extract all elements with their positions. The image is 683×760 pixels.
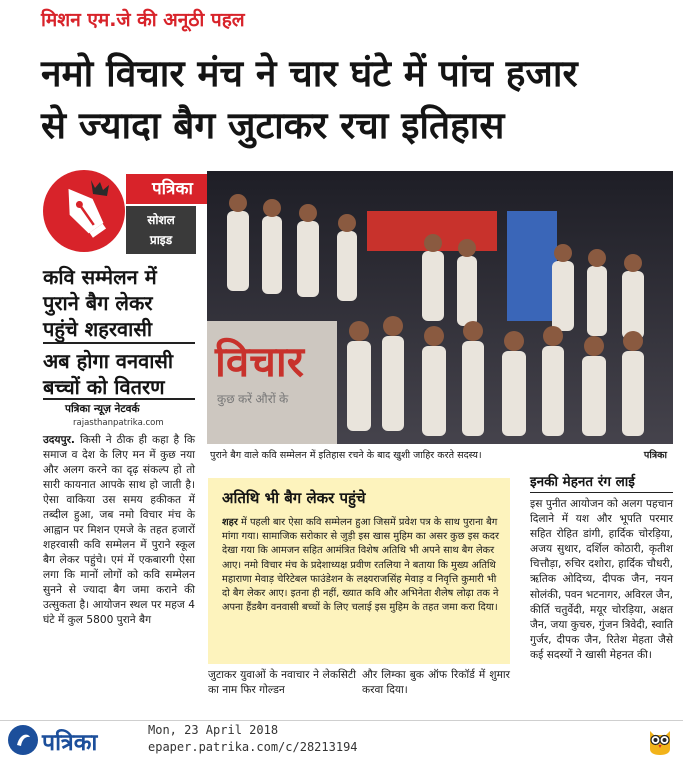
stage-banner-subtext: कुछ करें औरों के bbox=[217, 392, 289, 406]
photo-caption-bar bbox=[207, 446, 673, 463]
logo-tag-line-1: सोशल bbox=[147, 213, 175, 227]
article-text: किसी ने ठीक ही कहा है कि समाज व देश के लिए मन में कुछ नया और अलग करने का दृढ़ संकल्प हो तो सारी कायनात आपके साथ हो जाती है। ऐसा वाकिया उस समय हकीकत में तब्दील हुआ, जब नमो विचार मंच के आह्वान पर मिशन एमजे के तहत हजारों शहरवासी कवि सम्मेलन में पुराने स्कूल बैग लेकर पहुंचे। एमं में एकबारगी ऐसा लगा कि मानों लोगों को कवि सम्मेलन सुनने से ज्यादा बैग जमा कराने की उत्सुकता है। आयोजन स्थल पर महज 4 घंटे में कुल 5800 पुराने बैग bbox=[43, 434, 195, 626]
logo-tag-line-2: प्राइड bbox=[149, 233, 173, 247]
right-column-heading: इनकी मेहनत रंग लाई bbox=[530, 474, 635, 490]
divider bbox=[43, 342, 195, 344]
logo-brand-label: पत्रिका bbox=[126, 174, 230, 204]
byline-website: rajasthanpatrika.com bbox=[73, 418, 164, 428]
edition-date: Mon, 23 April 2018 bbox=[148, 723, 279, 737]
guest-box-text: में पहली बार ऐसा कवि सम्मेलन हुआ जिसमें प्रवेश पत्र के साथ पुराना बैग मांगा गया। सामाजिक सरोकार से जुड़ी इस खास मुहिम का असर कुछ इस कदर देखा गया कि आमजन सहित आमंत्रित विशेष अतिथि भी अपने साथ बैग लेकर आए। नमो विचार मंच के प्रदेशाध्यक्ष प्रवीण रतलिया ने बताया कि मुख्य अतिथि महाराणा मेवाड़ चेरिटेबल फाउंडेशन के लक्ष्यराजसिंह मेवाड़ व निवृत्ति कुमारी भी दो बैग लेकर आए। इतना ही नहीं, ख्यात कवि और अभिनेता शैलेष लोढ़ा तक ने अपना हैंडबैग वनवासी बच्चों के लिए चलाई इस मुहिम के तहत जमा करा दिया। bbox=[222, 517, 499, 614]
guest-box-body bbox=[222, 516, 504, 615]
footer-brand-name[interactable]: पत्रिका bbox=[42, 730, 98, 756]
guest-sidebar-box bbox=[208, 478, 510, 664]
article-body-bottom-middle: और लिम्का बुक ऑफ रिकॉर्ड में शुमार करवा दिया। bbox=[362, 669, 510, 696]
pen-nib-icon bbox=[43, 170, 125, 252]
kicker-title: मिशन एम.जे की अनूठी पहल bbox=[41, 9, 245, 31]
photo-caption: पुराने बैग वाले कवि सम्मेलन में इतिहास रचने के बाद खुशी जाहिर करते सदस्य। bbox=[210, 450, 482, 461]
logo-circle bbox=[43, 170, 125, 252]
dateline: उदयपुर. bbox=[43, 434, 75, 446]
headline bbox=[41, 48, 671, 152]
epaper-url-link[interactable]: epaper.patrika.com/c/28213194 bbox=[148, 740, 358, 754]
photo-credit: पत्रिका bbox=[643, 450, 667, 461]
article-body-bottom-left: जुटाकर युवाओं के नवाचार ने लेकसिटी का नाम फिर गोल्डन bbox=[208, 669, 356, 696]
stage-banner-text: विचार bbox=[215, 338, 304, 385]
guest-box-lead: शहर bbox=[222, 517, 238, 528]
patrika-globe-icon[interactable] bbox=[8, 725, 38, 755]
news-photo bbox=[207, 171, 673, 444]
subheadline-2: अब होगा वनवासी बच्चों को वितरण bbox=[43, 349, 174, 399]
right-column-body: इस पुनीत आयोजन को अलग पहचान दिलाने में यश और भूपति परमार सहित रोहित डांगी, हार्दिक चोरड़िया, अजय सुथार, दर्शिल कोठारी, कृतीश चित्तौड़ा, रुचिर दशोरा, हार्दिक चौधरी, ऋतिक ओदिच्य, दीपक जैन, नयन सोलंकी, पवन भटनागर, अविरल जैन, कीर्ति चतुर्वेदी, मयूर चोरड़िया, अक्षत जैन, जया कुचरु, गुंजन त्रिवेदी, स्वाति गुर्जर, दीपक जैन, रितेश मेहता जैसे कई सदस्यों ने खासी मेहनत की। bbox=[530, 498, 674, 661]
headline-line-2: से ज्यादा बैग जुटाकर रचा इतिहास bbox=[41, 104, 505, 147]
social-pride-logo bbox=[43, 170, 193, 260]
crowd-photo-illustration bbox=[207, 171, 673, 444]
byline: पत्रिका न्यूज़ नेटवर्क bbox=[65, 403, 140, 415]
footer-divider bbox=[0, 720, 683, 721]
guest-box-heading: अतिथि भी बैग लेकर पहुंचे bbox=[222, 489, 366, 507]
owl-mascot-icon bbox=[644, 725, 676, 757]
divider bbox=[530, 492, 673, 493]
headline-line-1: नमो विचार मंच ने चार घंटे में पांच हजार bbox=[41, 52, 578, 95]
logo-tag bbox=[126, 206, 196, 254]
subheadline-1: कवि सम्मेलन में पुराने बैग लेकर पहुंचे शहरवासी bbox=[43, 265, 157, 341]
divider bbox=[43, 398, 195, 400]
article-body-left bbox=[43, 433, 195, 628]
